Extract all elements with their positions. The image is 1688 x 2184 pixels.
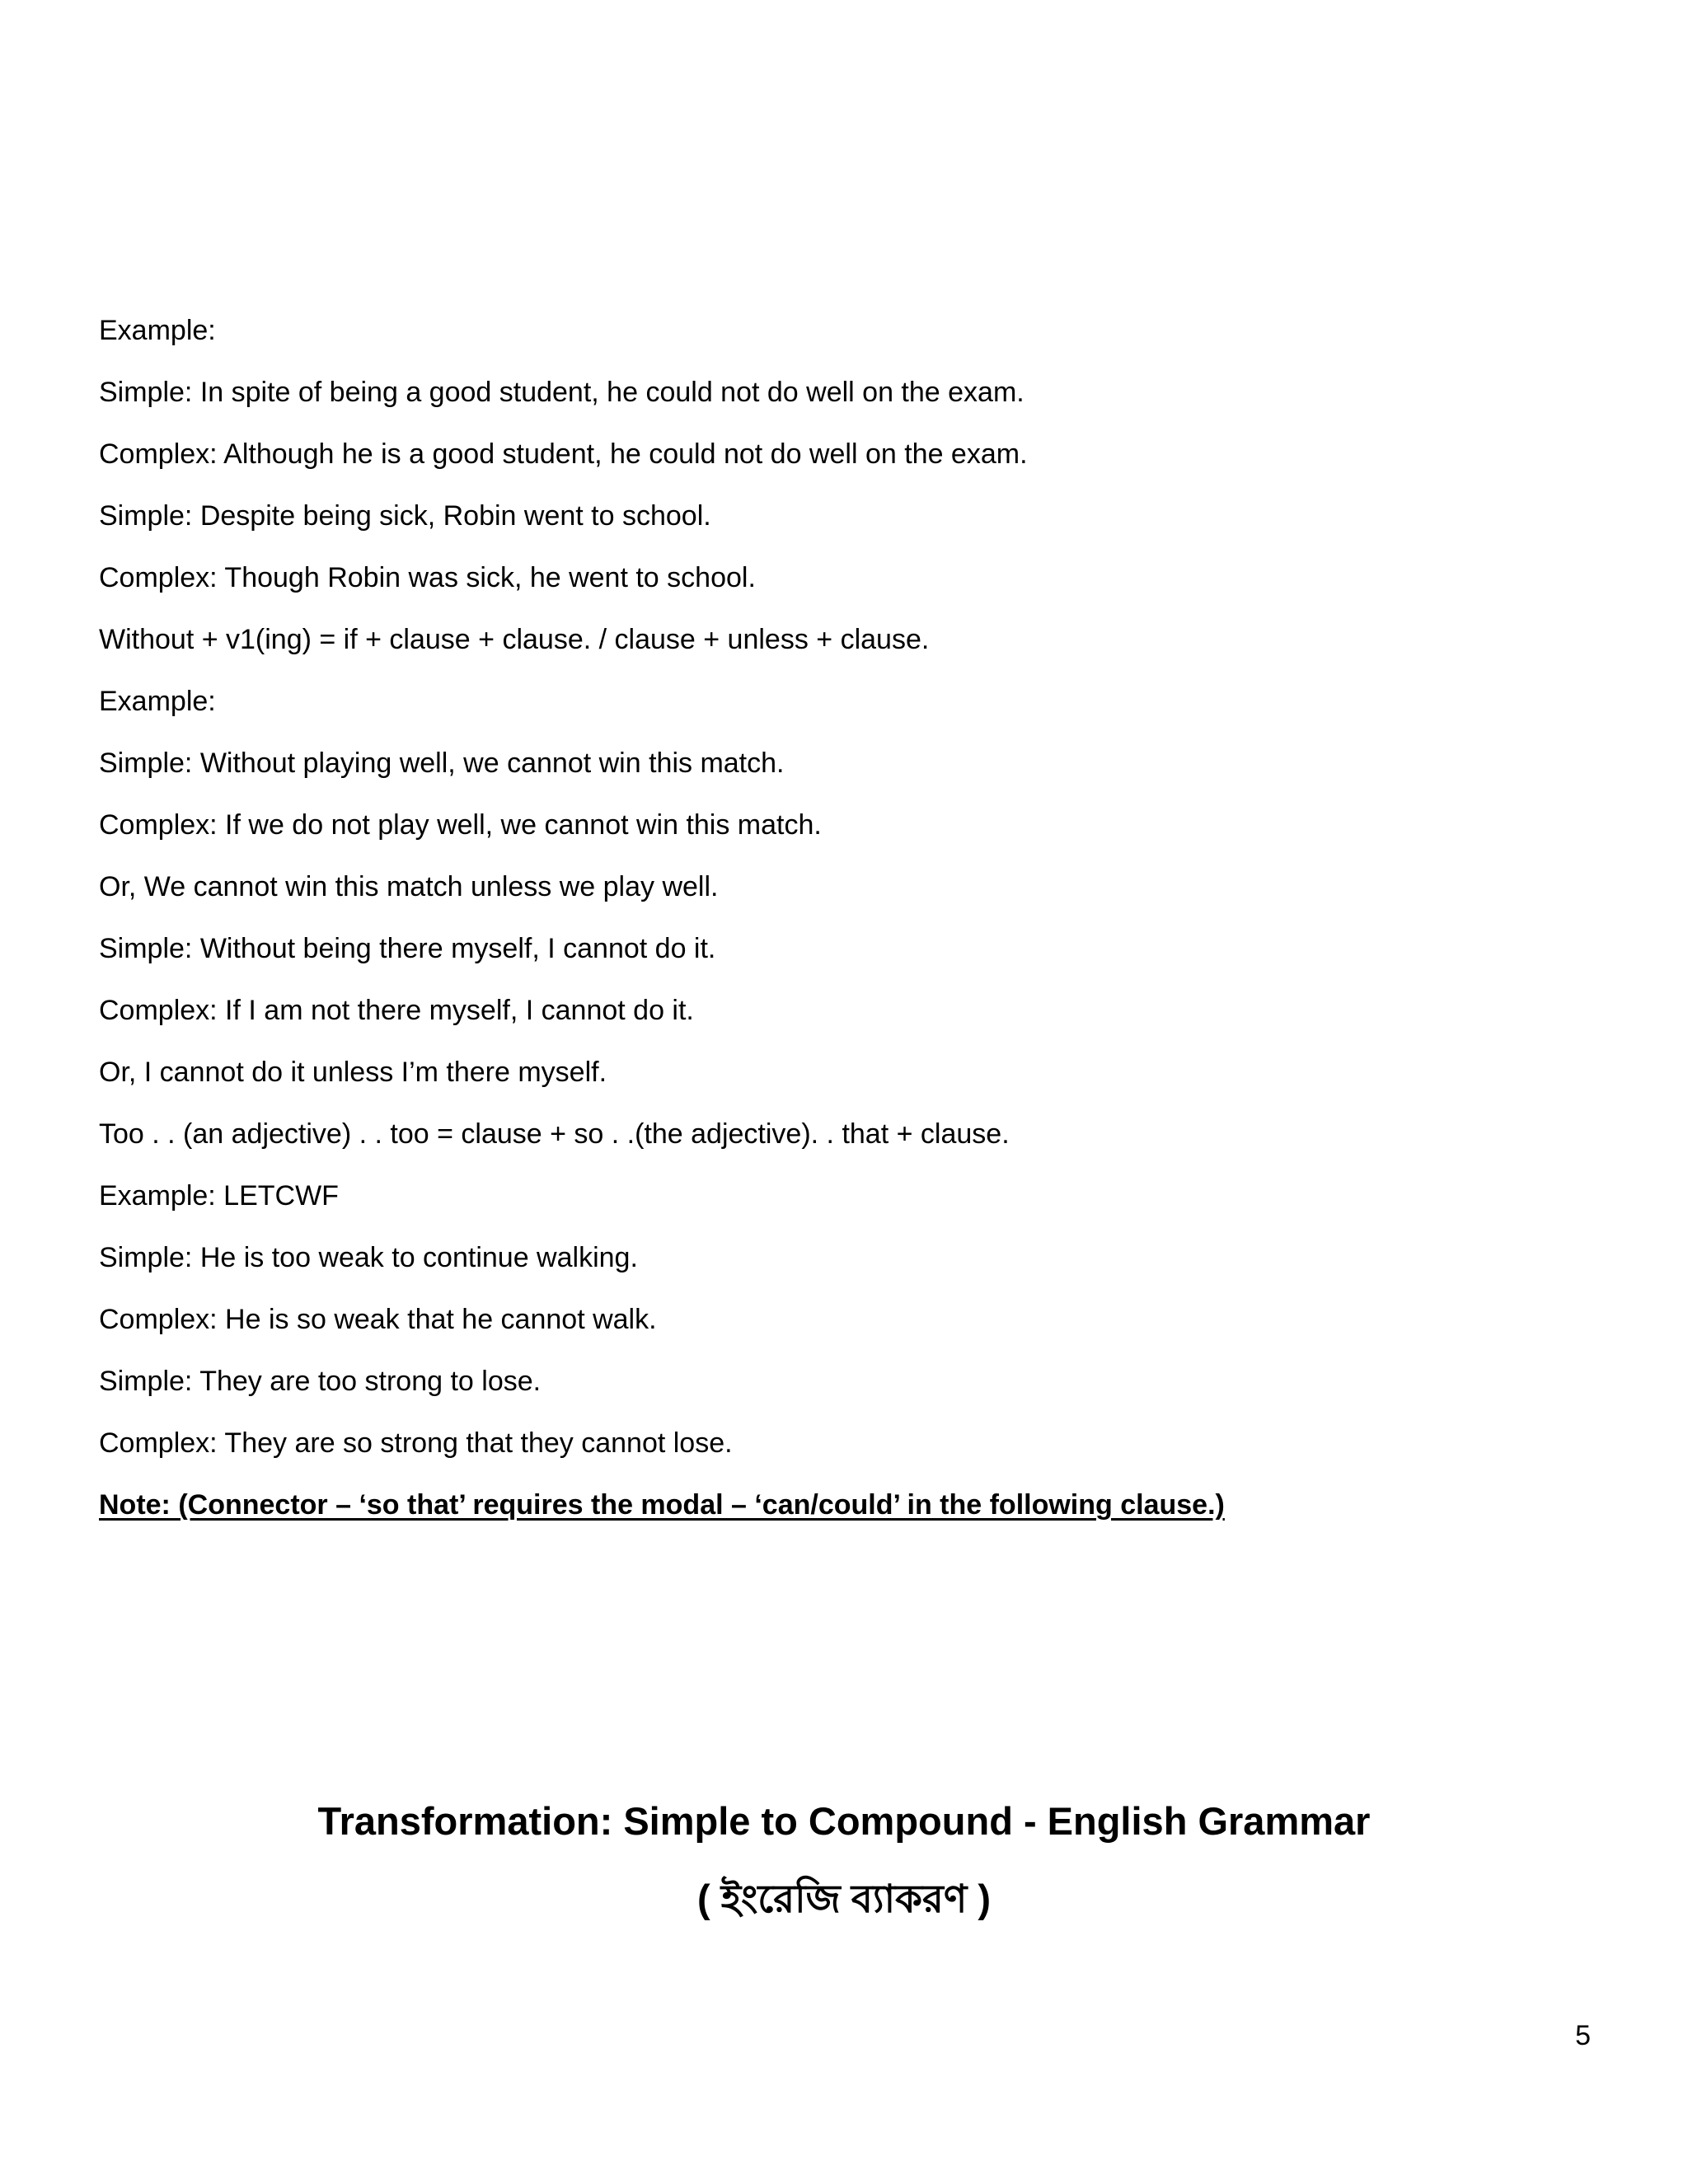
example-label: Example: [99, 315, 216, 346]
complex-sentence: Complex: He is so weak that he cannot walk. [99, 1304, 657, 1335]
page-number: 5 [1575, 2020, 1591, 2051]
rule-line: Without + v1(ing) = if + clause + clause. / clause + unless + clause. [99, 624, 930, 655]
alternative-sentence: Or, I cannot do it unless I’m there myself. [99, 1057, 607, 1088]
rule-line: Too . . (an adjective) . . too = clause + so . .(the adjective). . that + clause. [99, 1118, 1010, 1150]
complex-sentence: Complex: They are so strong that they cannot lose. [99, 1427, 733, 1459]
section-title: Transformation: Simple to Compound - English Grammar [317, 1799, 1371, 1843]
simple-sentence: Simple: They are too strong to lose. [99, 1366, 542, 1397]
note-text: Note: (Connector – ‘so that’ requires the modal – ‘can/could’ in the following clause.) [99, 1489, 1225, 1521]
simple-sentence: Simple: Without playing well, we cannot win this match. [99, 748, 785, 779]
example-label: Example: [99, 686, 216, 717]
complex-sentence: Complex: Although he is a good student, he could not do well on the exam. [99, 438, 1028, 470]
section-subtitle: ( ইংরেজি ব্যাকরণ ) [697, 1877, 991, 1920]
body-text [99, 310, 1582, 1546]
alternative-sentence: Or, We cannot win this match unless we play well. [99, 871, 719, 902]
simple-sentence: Simple: Without being there myself, I cannot do it. [99, 933, 716, 964]
example-label: Example: LETCWF [99, 1180, 339, 1212]
simple-sentence: Simple: In spite of being a good student, he could not do well on the exam. [99, 377, 1025, 408]
complex-sentence: Complex: If we do not play well, we cannot win this match. [99, 809, 822, 841]
complex-sentence: Complex: If I am not there myself, I cannot do it. [99, 995, 694, 1026]
complex-sentence: Complex: Though Robin was sick, he went to school. [99, 562, 756, 593]
simple-sentence: Simple: Despite being sick, Robin went to school. [99, 500, 711, 532]
simple-sentence: Simple: He is too weak to continue walking. [99, 1242, 638, 1273]
